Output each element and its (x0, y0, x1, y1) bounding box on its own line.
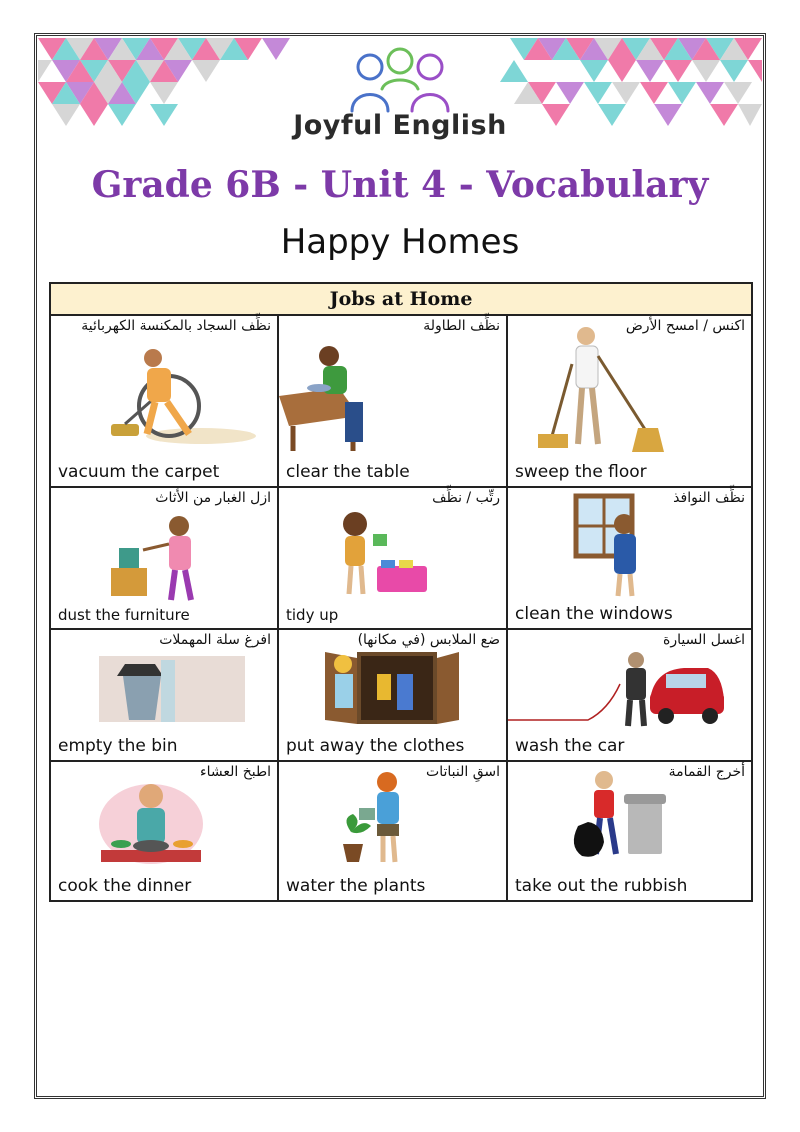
vocab-cell (50, 487, 278, 629)
joyful-english-logo (344, 45, 456, 115)
english-word: empty the bin (58, 736, 178, 756)
table-header: Jobs at Home (50, 283, 752, 315)
arabic-translation: افرغ سلة المهملات (159, 632, 271, 648)
vocab-cell (507, 487, 752, 629)
vocab-cell (278, 487, 507, 629)
arabic-translation: نظِّف السجاد بالمكنسة الكهربائية (81, 318, 271, 334)
english-word: cook the dinner (58, 876, 192, 896)
brand-name: Joyful English (293, 110, 507, 141)
vocab-cell (50, 629, 278, 761)
table-cleaning-icon (279, 316, 508, 456)
english-word: clean the windows (515, 604, 673, 624)
arabic-translation: اطبخ العشاء (200, 764, 271, 780)
arabic-translation: رتِّب / نظِّف (432, 490, 500, 506)
arabic-translation: اسقِ النباتات (426, 764, 500, 780)
tidy-icon (279, 488, 508, 606)
english-word: sweep the floor (515, 462, 647, 482)
arabic-translation: نظِّف النوافذ (673, 490, 746, 506)
window-icon (508, 488, 753, 606)
cooking-icon (51, 762, 279, 872)
wardrobe-icon (279, 630, 508, 730)
watering-can-icon (279, 762, 508, 872)
duster-icon (51, 488, 279, 606)
car-icon (508, 630, 753, 730)
vocab-cell (507, 629, 752, 761)
page-subtitle: Happy Homes (280, 222, 520, 262)
arabic-translation: أخرج القمامة (668, 764, 746, 780)
vocab-cell (50, 315, 278, 487)
vocab-cell (507, 315, 752, 487)
broom-icon (508, 316, 753, 456)
english-word: dust the furniture (58, 606, 190, 624)
vocab-cell (50, 761, 278, 901)
arabic-translation: نظِّف الطاولة (423, 318, 500, 334)
english-word: take out the rubbish (515, 876, 688, 896)
english-word: tidy up (286, 606, 339, 624)
english-word: water the plants (286, 876, 426, 896)
english-word: wash the car (515, 736, 625, 756)
vocab-cell (278, 629, 507, 761)
vocab-cell (507, 761, 752, 901)
vocab-cell (278, 761, 507, 901)
english-word: vacuum the carpet (58, 462, 220, 482)
arabic-translation: ضع الملابس (في مكانها) (357, 632, 500, 648)
bin-icon (51, 630, 279, 730)
arabic-translation: اكنس / امسح الأرض (625, 318, 746, 334)
arabic-translation: ازل الغبار من الأثاث (155, 490, 271, 506)
english-word: put away the clothes (286, 736, 465, 756)
arabic-translation: اغسل السيارة (663, 632, 746, 648)
jobs-table (49, 282, 753, 902)
rubbish-bag-icon (508, 762, 753, 872)
english-word: clear the table (286, 462, 410, 482)
vocab-cell (278, 315, 507, 487)
vacuum-icon (51, 316, 279, 456)
page-title: Grade 6B - Unit 4 - Vocabulary (91, 164, 709, 206)
